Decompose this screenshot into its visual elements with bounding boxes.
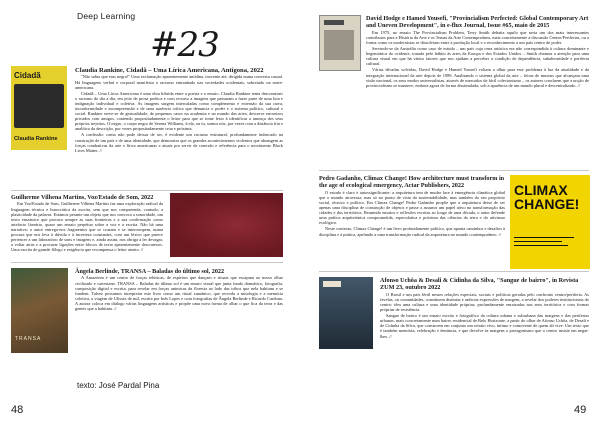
paragraph: Várias décadas volvidas, David Hodge e Hamed Yousefi voltam a olhar para este problema à luz da atualidade e da integração internacional da arte depois de 1989. Analisando o sistema global da arte – feiras de museus que alcançam uma visão nacional, os seus modos universalistas, através de mercados de fácil colecionismo – os autores concluem que a noção de provincialismo se manteve, embora agora de forma dissimulada, sob a aparência de um mundo plural e descentralizado. // <box>366 67 589 88</box>
divider <box>319 170 589 171</box>
paragraph: O Brasil e um país fértil nesses relações especiais, sociais e políticas geradas pelo confronto centro/periferia. As favelas, ou comunidades, constituem distintas e radicais expressões de margem, a revelar dos poderes institucionais do centro: têm uma cultura e uma identidade próprias, profundamente enraizadas nos seus territórios e com formas próprias de resistência. <box>380 291 589 313</box>
paragraph: Neste contexto, Climax Change! é um livro profundamente político, que aponta caminhos e desafios à disciplina e à prática, apelando a uma transformação radical da arquitetura no mundo contemporâneo. // <box>319 226 505 237</box>
review-heading: Guilherme Vilhena Martins, Voz/Estado de Som, 2022 <box>11 194 154 201</box>
paragraph: "Não sabia que eras negra!" Uma exclamação aparentemente anódina, inocente até, dirigida numa conversa casual. Há linguagens verbal e corporal manifesta o racismo entranhado nas sociedades ocidentais, sobretudo na norte-americana. <box>75 74 283 90</box>
paragraph: Cidadã – Uma Lírica Americana é uma obra híbrida entre a poesia e o ensaio. Claudia Rankine tenta desconstruir o racismo do dia a dia, em jeito de prosa poética e com recurso a imagens que passaram a fazer parte de uma luta e indignação individual e coletiva. As imagens surgem intercaladas como complemento e extensão da sua raiva, inconformidade e incompreensão e de uma ausência crítica que denuncia o poder e o sistema político, cultural e social. Rankine serve-se de gestualidade, de pequenos casos na academia e no mundo das artes, descreve encontros privados com amigos, contendo propositadamente o leitor para que se tome lesto à identificar a ameaça dos seus próprios trejeitos. O negro, o corpo negro de Serena Williams, à ela, ou tu, somos nós, por vezes com a distância fria e analítica da descrição, por vezes propositadamente crua e próxima. <box>75 90 283 132</box>
paragraph: Sangue de bairro é um ensaio escrito e fotográfico da cultura urbana e suburbana das margens e das periferias urbanas, mais concretamente num bairro residencial de Belo Horizonte, a partir do olhar de Afonso Uchôa, de Desali e de Cidinha da Silva, que constroem em conjunto um retrato vivo, íntimo e comovente de quem ali vive. Um texto que é também memória, celebração e denúncia, e que devolve às margens o protagonismo que o centro insiste em negar-lhes. // <box>380 313 589 339</box>
review-rankine <box>75 67 283 185</box>
credit: texto: José Pardal Pina <box>77 381 160 390</box>
divider <box>11 262 283 263</box>
review-vilhena-martins <box>11 194 163 263</box>
page-number-left: 48 <box>11 404 24 416</box>
book-cover-cidada <box>11 66 67 150</box>
review-body <box>380 292 589 397</box>
page-number-right: 49 <box>574 404 587 416</box>
paragraph: A confissão: como não pode deixar de ser, é evidente um racismo estrutural, profundamente imbricado na construção de um país e de uma identidade, que demonstra que os grandes acontecimentos violentos que abrangem as forças combativas da arte e lírica americanas e atuais por servir de conexão e referência para o movimento Black Lives Matter. // <box>75 132 283 153</box>
review-heading: David Hodge e Hamed Yousefi, "Provincialism Perfected: Global Contemporary Art and Uneven Development", in e-flux Journal, Issue #65, maio de 2015 <box>366 15 589 30</box>
cover-photo <box>14 84 64 128</box>
review-heading: Afonso Uchôa & Desali & Cidinha da Silva, "Sangue de bairro", in Revista ZUM 23, outubro 2022 <box>380 277 579 292</box>
review-hodge-yousefi <box>366 15 589 153</box>
paragraph: O estudo é claro e autossignificante: a arquitetura tem de mudar face à emergência climática global que o mundo atravessa, mas só no ponto de vista da sustentabilidade, mas também do seu propósito social, técnico e político. Em Climax Change! Pedro Gadanho propõe que a arquitetura deixe de ser apenas uma disciplina de construção de objetos e passe a assumir um papel ativo na transformação das cidades e dos territórios. Reunindo ensaios e reflexões escritas ao longo de uma década, o autor defende uma prática arquitetónica comprometida, especulativa e próxima das ciências da terra e do ativismo ecológico. <box>319 189 505 226</box>
cover-title: Cidadã <box>14 71 41 80</box>
review-body <box>11 201 163 263</box>
cover-title: CLIMAX CHANGE! <box>514 182 580 212</box>
magazine-cover-zum <box>319 277 373 349</box>
review-body <box>366 30 589 153</box>
review-body <box>75 275 283 357</box>
paragraph: Em Voz/Estado de Som, Guilherme Vilhena Martins faz uma exploração radical da linguagem técnica e burocrática da escrita, sem que nos compreenda, contudo, a plasticidade da palavra. Estamos perante um objeto que nos convoca a sonoridade, um texto ensaístico que procura sempre as suas fronteiras e a sua confirmação como artefacto literário, quase um ensaio perpétuo sobre a voz e a escrita. Não há uma narrativa; o autor entrega-nos fragmentos que se cruzam e se interrompem, numa procura que nos leva à dúvida e à incerteza constantes, com um léxico que parece pertencer a um laboratório de sons e imagens e, ainda assim, nos obriga a ler devagar, a voltar atrás e a procurar ligações entre blocos de texto aparentemente desconexos. Uma escrita de grande fôlego e exigência que recompensa o leitor atento. // <box>11 201 163 253</box>
review-body <box>319 190 505 276</box>
book-cover-voz-estado-de-som <box>170 193 283 257</box>
book-cover-transa <box>11 268 68 353</box>
review-heading: Claudia Rankine, Cidadã – Uma Lírica Americana, Antígona, 2022 <box>75 67 264 74</box>
review-heading: Pedro Gadanho, Climax Change! How architecture must transform in the age of ecological emergency, Actar Publishers, 2022 <box>319 175 505 190</box>
issue-number: #23 <box>150 25 219 65</box>
cover-title: TRANSA <box>15 336 42 342</box>
journal-cover-e-flux <box>319 15 361 71</box>
paragraph: A Amazónia é um centro de forças telúricas, de espíritos que dançam e rituais que escapam ao nosso olhar civilizado e cartesiano. TRANSA – Baladas do último sol é um ensaio visual que junta fundo dramático, fotografia, composição digital e escrita, para revelar em forças anímicas da floresta ao lado das tribos que nela habitam e se fundem. Talvez possamos interpretar este livro como um ritual xamânico, que recorda a mitologia e a memória coletiva, a viagem de Ulisses de mil, escrita por Inês Lopes e com fotografias de Ângela Berlinde e Ricardo Cardona. A autora coloca em diálogo várias linguagens artísticas e propõe uma nova forma de olhar o que fica da terra e das gentes que a habitam. // <box>75 275 283 311</box>
paragraph: Servindo-se da Austrália como caso de estudo – um país cuja cena artística era não correspondida à cultura dominante e hegemónica do ocidente, tratada pelo hábito às artes da Europa e dos Estados Unidos – Smith chamou a atenção para uma cultura visual em que há vários fatores que nos ajudam a perceber a condição de dependência, subalternidade e periferia cultural. <box>366 46 589 67</box>
review-uchoa <box>380 277 589 397</box>
review-heading: Ângela Berlinde, TRANSA – Baladas do último sol, 2022 <box>75 268 225 275</box>
review-berlinde <box>75 268 283 357</box>
paragraph: Em 1975, no ensaio The Provincialism Problem, Terry Smith debatia aquilo que seria um dos mais interessantes contributos para a História da Arte e os Temas da Arte Contemporânea, mais concretamente a discussão Centro/Periferias, ou a forma como os modernistas se dissolviam entre a produção local e o reconhecimento a um país centro de poder. <box>366 29 589 45</box>
book-cover-climax-change <box>510 175 590 269</box>
cover-author: Claudia Rankine <box>14 136 58 142</box>
section-label: Deep Learning <box>77 11 136 21</box>
divider <box>11 190 283 191</box>
review-body <box>75 74 283 185</box>
divider <box>319 271 589 272</box>
review-gadanho <box>319 175 505 276</box>
